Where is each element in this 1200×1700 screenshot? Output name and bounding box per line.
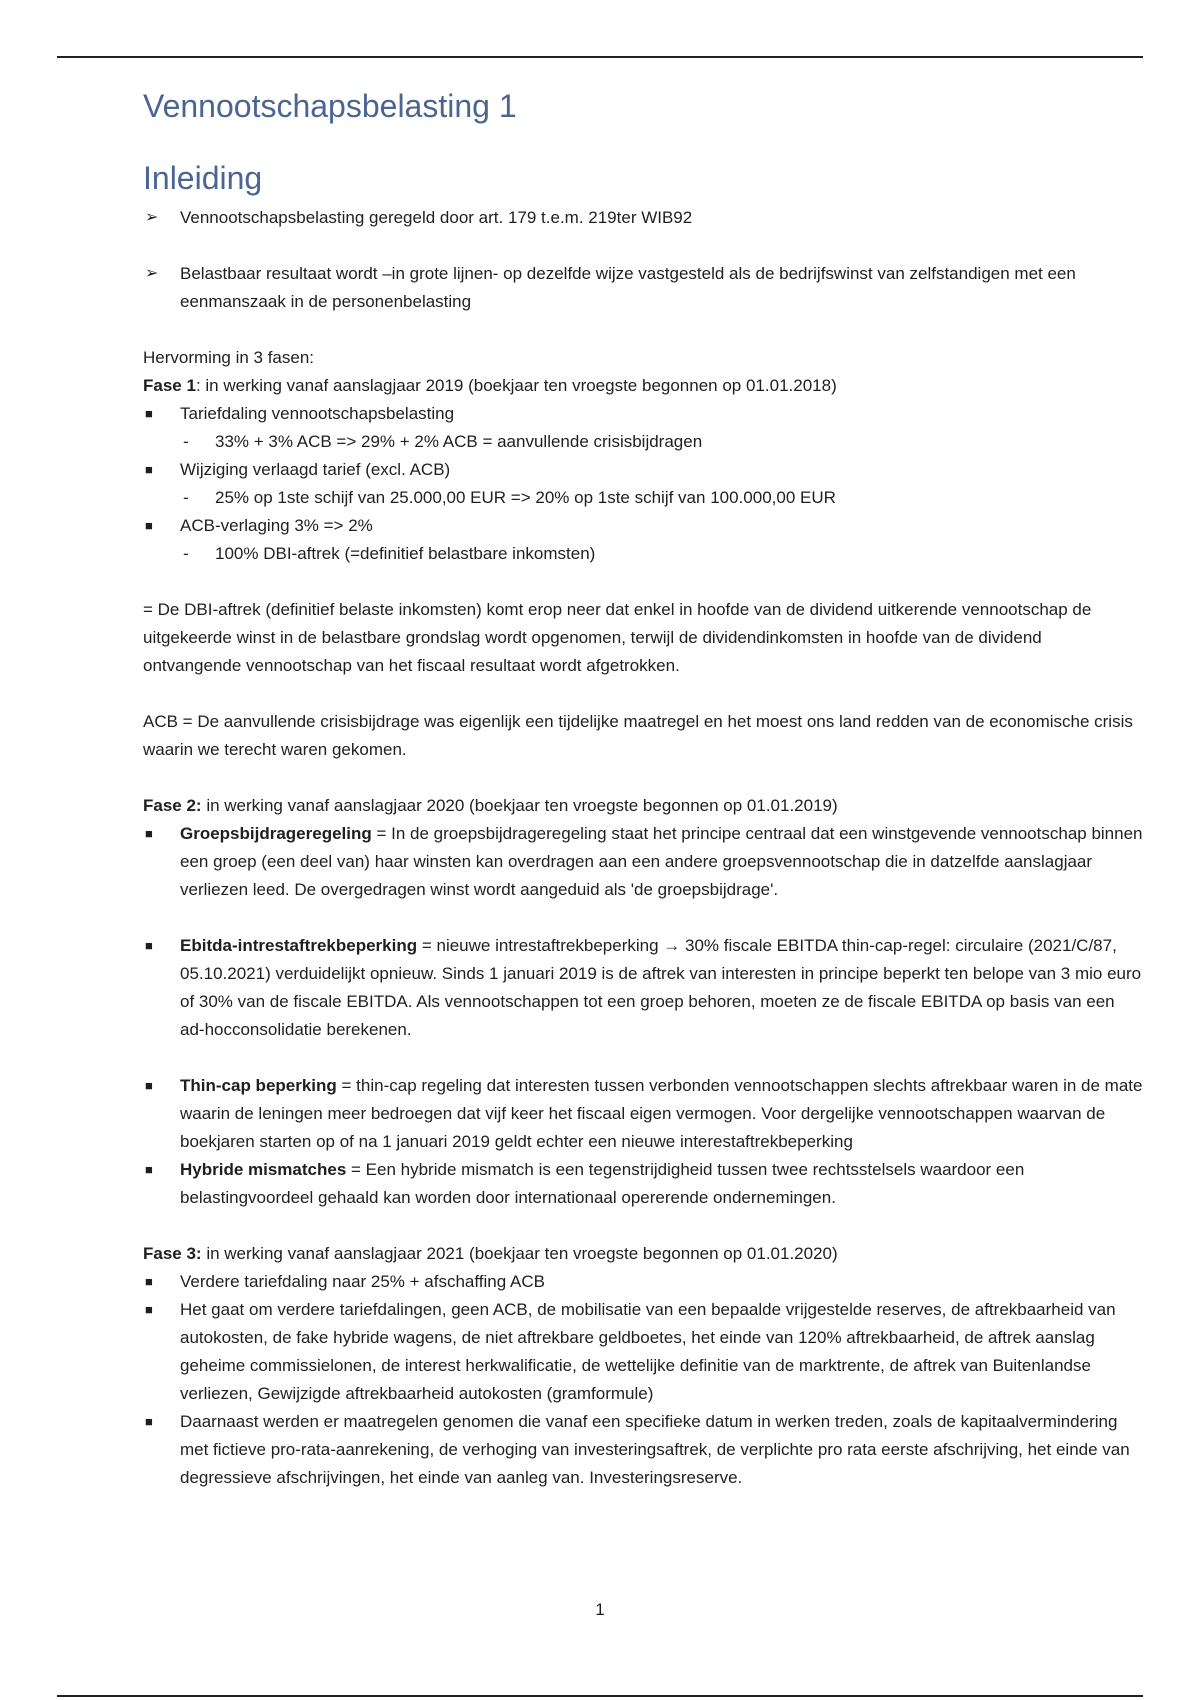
list-item: [143, 1268, 1143, 1296]
list-item: [143, 400, 1143, 428]
document-title: Vennootschapsbelasting 1: [143, 88, 517, 124]
intro-bullet-text: Belastbaar resultaat wordt –in grote lijnen- op dezelfde wijze vastgesteld als de bedrijfswinst van zelfstandigen met een eenmanszaak in de personenbelasting: [180, 264, 1076, 311]
sub-list-item: [143, 484, 1143, 512]
section-heading: Inleiding: [143, 160, 263, 196]
fase1-item-text: ACB-verlaging 3% => 2%: [180, 516, 373, 535]
square-bullet-icon: ■: [145, 406, 153, 421]
fase1-label: Fase 1: [143, 376, 196, 395]
square-bullet-icon: ■: [145, 1274, 153, 1289]
fase3-item-text: Daarnaast werden er maatregelen genomen die vanaf een specifieke datum in werken treden, zoals de kapitaalvermindering met fictieve pro-rata-aanrekening, de verhoging van investeringsaftrek, de verplichte pro rata eerste afschrijving, het einde van degressieve afschrijvingen, het einde van aanleg van. Investeringsreserve.: [180, 1412, 1130, 1487]
list-item: [143, 456, 1143, 484]
list-item: [143, 1296, 1143, 1408]
square-bullet-icon: ■: [145, 1078, 153, 1093]
hervorming-intro: Hervorming in 3 fasen:: [143, 348, 315, 367]
fase3-heading: [143, 1240, 1143, 1268]
fase1-sub-text: 33% + 3% ACB => 29% + 2% ACB = aanvullende crisisbijdragen: [215, 432, 703, 451]
page-number: 1: [595, 1600, 605, 1619]
fase1-item-text: Tariefdaling vennootschapsbelasting: [180, 404, 455, 423]
fase2-label: Fase 2:: [143, 796, 202, 815]
acb-explanation: ACB = De aanvullende crisisbijdrage was eigenlijk een tijdelijke maatregel en het moest ons land redden van de economische crisis waarin we terecht waren gekomen.: [143, 712, 1133, 759]
square-bullet-icon: ■: [145, 518, 153, 533]
fase3-item-text: Het gaat om verdere tariefdalingen, geen ACB, de mobilisatie van een bepaalde vrijgestelde reserves, de aftrekbaarheid van autokosten, de fake hybride wagens, de niet aftrekbare geldboetes, het einde van 120% aftrekbaarheid, de aftrek aanslag geheime commissielonen, de interest herkwalificatie, de wettelijke definitie van de marktrente, de aftrek van Buitenlandse verliezen, Gewijzigde aftrekbaarheid autokosten (gramformule): [180, 1300, 1116, 1403]
list-item: [143, 1156, 1143, 1212]
fase1-item-text: Wijziging verlaagd tarief (excl. ACB): [180, 460, 451, 479]
list-item: [143, 1408, 1143, 1492]
square-bullet-icon: ■: [145, 1162, 153, 1177]
square-bullet-icon: ■: [145, 462, 153, 477]
fase2-item-text: = nieuwe intrestaftrekbeperking → 30% fiscale EBITDA thin-cap-regel: circulaire (2021/C/87, 05.10.2021) verduidelijkt opnieuw. Sinds 1 januari 2019 is de aftrek van interesten in principe beperkt ten belope van 3 mio euro of 30% van de fiscale EBITDA. Als vennootschappen tot een groep behoren, moeten ze de fiscale EBITDA op basis van een ad-hocconsolidatie berekenen.: [180, 936, 1142, 1039]
fase2-heading: [143, 792, 1143, 820]
dash-bullet-icon: -: [183, 432, 189, 451]
fase2-item-text: = thin-cap regeling dat interesten tussen verbonden vennootschappen slechts aftrekbaar waren in de mate waarin de leningen meer bedroegen dat vijf keer het fiscaal eigen vermogen. Voor dergelijke vennootschappen waarvan de boekjaren starten op of na 1 januari 2019 geldt echter een nieuwe interestaftrekbeperking: [180, 1076, 1143, 1151]
header-rule: [57, 56, 1143, 58]
square-bullet-icon: ■: [145, 938, 153, 953]
square-bullet-icon: ■: [145, 1414, 153, 1429]
square-bullet-icon: ■: [145, 1302, 153, 1317]
list-item: [143, 1072, 1143, 1156]
fase2-term: Groepsbijdrageregeling: [180, 824, 372, 843]
list-item: [143, 932, 1143, 1044]
intro-bullet-text: Vennootschapsbelasting geregeld door art. 179 t.e.m. 219ter WIB92: [180, 208, 693, 227]
fase3-item-text: Verdere tariefdaling naar 25% + afschaffing ACB: [180, 1272, 545, 1291]
fase2-term: Hybride mismatches: [180, 1160, 347, 1179]
intro-bullet: [143, 260, 1143, 316]
list-item: [143, 512, 1143, 540]
fase1-sub-text: 25% op 1ste schijf van 25.000,00 EUR => 20% op 1ste schijf van 100.000,00 EUR: [215, 488, 836, 507]
fase2-term: Thin-cap beperking: [180, 1076, 337, 1095]
arrow-bullet-icon: ➢: [145, 209, 159, 226]
fase1-sub-text: 100% DBI-aftrek (=definitief belastbare inkomsten): [215, 544, 596, 563]
fase1-heading: [143, 372, 1143, 400]
square-bullet-icon: ■: [145, 826, 153, 841]
fase3-text: in werking vanaf aanslagjaar 2021 (boekjaar ten vroegste begonnen op 01.01.2020): [201, 1244, 838, 1263]
arrow-bullet-icon: ➢: [145, 265, 159, 282]
dash-bullet-icon: -: [183, 488, 189, 507]
footer-rule: [57, 1695, 1143, 1697]
list-item: [143, 820, 1143, 904]
fase1-text: : in werking vanaf aanslagjaar 2019 (boekjaar ten vroegste begonnen op 01.01.2018): [195, 376, 837, 395]
intro-bullet: [143, 204, 1143, 232]
sub-list-item: [143, 540, 1143, 568]
fase2-item-text: = In de groepsbijdrageregeling staat het principe centraal dat een winstgevende vennootschap binnen een groep (een deel van) haar winsten kan overdragen aan een andere groepsvennootschap die in datzelfde aanslagjaar verliezen leed. De overgedragen winst wordt aangeduid als 'de groepsbijdrage'.: [180, 824, 1143, 899]
dash-bullet-icon: -: [183, 544, 189, 563]
fase2-text: in werking vanaf aanslagjaar 2020 (boekjaar ten vroegste begonnen op 01.01.2019): [201, 796, 838, 815]
fase2-item-text: = Een hybride mismatch is een tegenstrijdigheid tussen twee rechtsstelsels waardoor een belastingvoordeel gehaald kan worden door internationaal opererende ondernemingen.: [180, 1160, 1025, 1207]
fase2-term: Ebitda-intrestaftrekbeperking: [180, 936, 418, 955]
sub-list-item: [143, 428, 1143, 456]
fase3-label: Fase 3:: [143, 1244, 202, 1263]
dbi-explanation: = De DBI-aftrek (definitief belaste inkomsten) komt erop neer dat enkel in hoofde van de dividend uitkerende vennootschap de uitgekeerde winst in de belastbare grondslag wordt opgenomen, terwijl de dividendinkomsten in hoofde van de dividend ontvangende vennootschap van het fiscaal resultaat wordt afgetrokken.: [143, 600, 1092, 675]
document-page: [143, 84, 1143, 1492]
